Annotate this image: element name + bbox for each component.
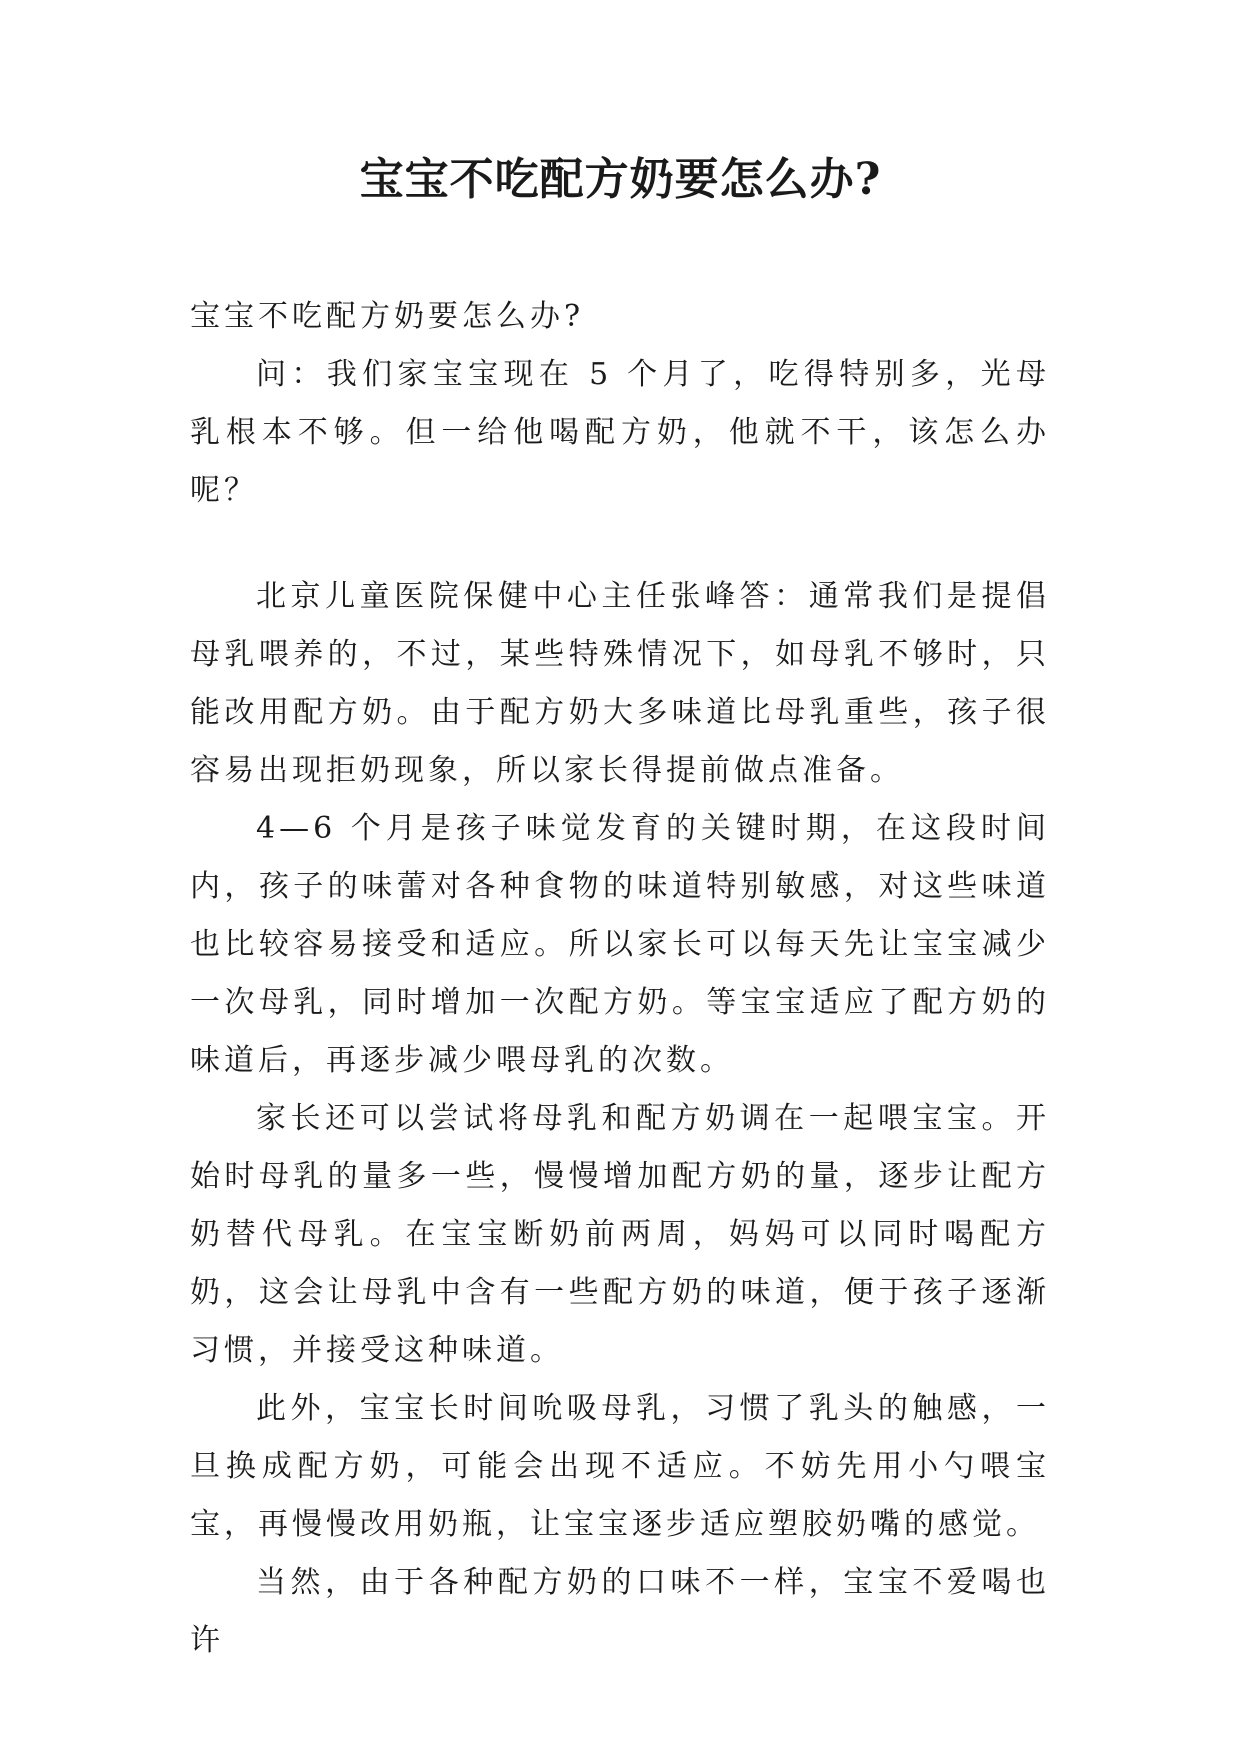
- document-title: 宝宝不吃配方奶要怎么办?: [359, 154, 882, 205]
- answer-paragraph: 北京儿童医院保健中心主任张峰答：通常我们是提倡母乳喂养的，不过，某些特殊情况下，如母乳不够时，只能改用配方奶。由于配方奶大多味道比母乳重些，孩子很容易出现拒奶现象，所以家长得提前做点准备。: [190, 579, 1050, 788]
- question-paragraph: 问：我们家宝宝现在 5 个月了，吃得特别多，光母乳根本不够。但一给他喝配方奶，他就不干，该怎么办呢？: [190, 357, 1050, 508]
- body-paragraph: 此外，宝宝长时间吮吸母乳，习惯了乳头的触感，一旦换成配方奶，可能会出现不适应。不妨先用小勺喂宝宝，再慢慢改用奶瓶，让宝宝逐步适应塑胶奶嘴的感觉。: [190, 1391, 1050, 1542]
- body-paragraph: 4—6 个月是孩子味觉发育的关键时期，在这段时间内，孩子的味蕾对各种食物的味道特别敏感，对这些味道也比较容易接受和适应。所以家长可以每天先让宝宝减少一次母乳，同时增加一次配方奶。等宝宝适应了配方奶的味道后，再逐步减少喂母乳的次数。: [190, 811, 1050, 1078]
- body-paragraph: 当然，由于各种配方奶的口味不一样，宝宝不爱喝也许: [190, 1565, 1050, 1658]
- document-body: [190, 288, 1050, 1670]
- subtitle-paragraph: 宝宝不吃配方奶要怎么办?: [190, 299, 585, 334]
- body-paragraph: 家长还可以尝试将母乳和配方奶调在一起喂宝宝。开始时母乳的量多一些，慢慢增加配方奶的量，逐步让配方奶替代母乳。在宝宝断奶前两周，妈妈可以同时喝配方奶，这会让母乳中含有一些配方奶的味道，便于孩子逐渐习惯，并接受这种味道。: [190, 1101, 1050, 1368]
